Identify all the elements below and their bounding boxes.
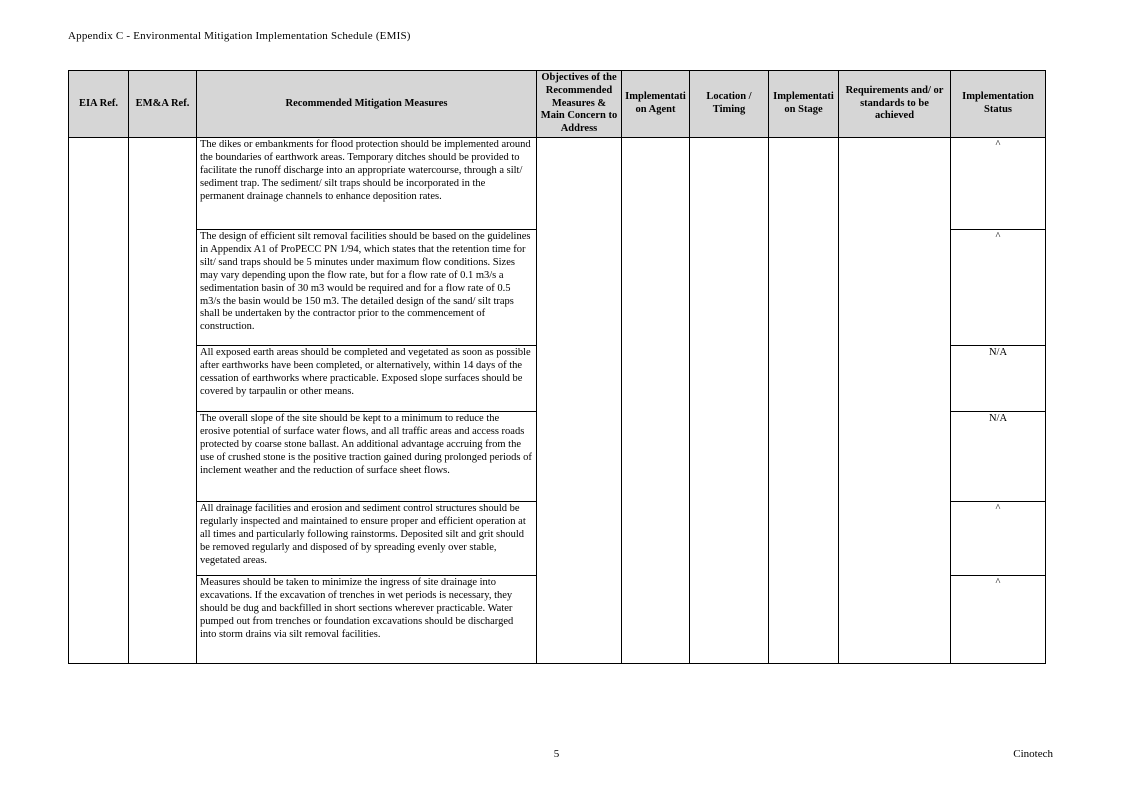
col-header-implementation-status: Implementation Status bbox=[951, 71, 1046, 138]
col-header-eia-ref: EIA Ref. bbox=[69, 71, 129, 138]
eia-ref-cell bbox=[69, 138, 129, 664]
header-row bbox=[69, 71, 1046, 138]
document-title: Appendix C - Environmental Mitigation Implementation Schedule (EMIS) bbox=[68, 30, 411, 42]
col-header-objectives: Objectives of the Recommended Measures & Main Concern to Address bbox=[537, 71, 622, 138]
implementation-agent-cell bbox=[622, 138, 690, 664]
col-header-implementation-agent: Implementation Agent bbox=[622, 71, 690, 138]
col-header-location-timing: Location / Timing bbox=[690, 71, 769, 138]
ema-ref-cell bbox=[129, 138, 197, 664]
requirements-cell bbox=[839, 138, 951, 664]
location-timing-cell bbox=[690, 138, 769, 664]
measure-cell: The design of efficient silt removal facilities should be based on the guidelines in Appendix A1 of ProPECC PN 1/94, which states that the retention time for silt/ sand traps should be 5 minutes under maximum flow conditions. Sizes may vary depending upon the flow rate, but for a flow rate of 0.1 m3/s a sedimentation basin of 30 m3 would be required and for a flow rate of 0.5 m3/s the basin would be 150 m3. The detailed design of the sand/ silt traps shall be undertaken by the contractor prior to the commencement of construction. bbox=[197, 230, 537, 346]
table-row bbox=[69, 138, 1046, 230]
page-number: 5 bbox=[553, 748, 560, 760]
objectives-cell bbox=[537, 138, 622, 664]
measure-cell: The overall slope of the site should be kept to a minimum to reduce the erosive potential of surface water flows, and all traffic areas and access roads protected by coarse stone ballast. An additional advantage accruing from the use of crushed stone is the positive traction gained during prolonged periods of inclement weather and the reduction of surface sheet flows. bbox=[197, 412, 537, 502]
status-cell: N/A bbox=[951, 412, 1046, 502]
col-header-recommended-mitigation-measures: Recommended Mitigation Measures bbox=[197, 71, 537, 138]
measure-cell: The dikes or embankments for flood protection should be implemented around the boundaries of earthwork areas. Temporary ditches should be provided to facilitate the runoff discharge into an appropriate watercourse, through a silt/ sediment trap. The sediment/ silt traps should be incorporated in the permanent drainage channels to enhance deposition rates. bbox=[197, 138, 537, 230]
status-cell: ^ bbox=[951, 230, 1046, 346]
measure-cell: All drainage facilities and erosion and sediment control structures should be regularly inspected and maintained to ensure proper and efficient operation at all times and particularly following rainstorms. Deposited silt and grit should be removed regularly and disposed of by spreading evenly over stable, vegetated areas. bbox=[197, 502, 537, 576]
col-header-implementation-stage: Implementation Stage bbox=[769, 71, 839, 138]
measure-cell: All exposed earth areas should be completed and vegetated as soon as possible after earthworks have been completed, or alternatively, within 14 days of the cessation of earthworks where practicable. Exposed slope surfaces should be covered by tarpaulin or other means. bbox=[197, 346, 537, 412]
col-header-requirements-standards: Requirements and/ or standards to be achieved bbox=[839, 71, 951, 138]
col-header-ema-ref: EM&A Ref. bbox=[129, 71, 197, 138]
implementation-stage-cell bbox=[769, 138, 839, 664]
status-cell: ^ bbox=[951, 502, 1046, 576]
footer-company: Cinotech bbox=[1013, 748, 1053, 760]
status-cell: ^ bbox=[951, 576, 1046, 664]
emis-table-container bbox=[68, 70, 1046, 664]
status-cell: ^ bbox=[951, 138, 1046, 230]
status-cell: N/A bbox=[951, 346, 1046, 412]
measure-cell: Measures should be taken to minimize the ingress of site drainage into excavations. If the excavation of trenches in wet periods is necessary, they should be dug and backfilled in short sections wherever practicable. Water pumped out from trenches or foundation excavations should be discharged into storm drains via silt removal facilities. bbox=[197, 576, 537, 664]
emis-table bbox=[68, 70, 1046, 664]
